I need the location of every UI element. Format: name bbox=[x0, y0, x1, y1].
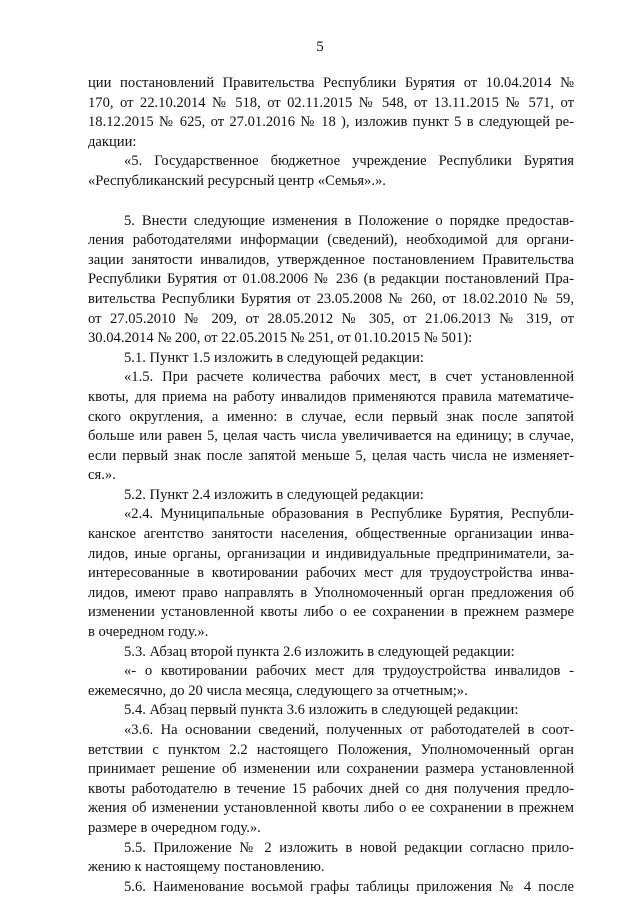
text-line: «3.6. На основании сведений, полученных от работодателей в соот- bbox=[124, 722, 574, 738]
paragraph-item-5-6 bbox=[88, 878, 574, 898]
text-line: «2.4. Муниципальные образования в Республике Бурятия, Республи- bbox=[124, 506, 574, 523]
text-line: квоты работодателю в течение 15 рабочих дней со дня получения предло- bbox=[88, 780, 574, 797]
text-line: жения об изменении установленной квоты либо о ее сохранении в прежнем bbox=[88, 800, 574, 817]
text-line: 5.4. Абзац первый пункта 3.6 изложить в следующей редакции: bbox=[124, 702, 519, 719]
text-line: зации занятости инвалидов, утвержденное постановлением Правительства bbox=[88, 251, 574, 268]
paragraph-item-5-1 bbox=[88, 349, 574, 369]
text-line: 5.2. Пункт 2.4 изложить в следующей редакции: bbox=[124, 486, 424, 503]
text-line: 170, от 22.10.2014 № 518, от 02.11.2015 № 548, от 13.11.2015 № 571, от bbox=[88, 94, 574, 111]
text-line: 5.6. Наименование восьмой графы таблицы приложения № 4 после bbox=[124, 878, 574, 895]
paragraph-gap bbox=[88, 192, 574, 212]
text-line: изменении установленной квоты либо о ее сохранении в прежнем размере bbox=[88, 604, 574, 621]
text-line: ления работодателями информации (сведений), необходимой для органи- bbox=[88, 232, 574, 249]
text-line: «1.5. При расчете количества рабочих мест, в счет установленной bbox=[124, 369, 574, 386]
text-line: 5.3. Абзац второй пункта 2.6 изложить в следующей редакции: bbox=[124, 643, 515, 660]
text-line: принимает решение об изменении или сохранении размера установленной bbox=[88, 761, 574, 778]
text-line: 5. Внести следующие изменения в Положение о порядке предостав- bbox=[124, 212, 574, 229]
text-line: от 27.05.2010 № 209, от 28.05.2012 № 305, от 21.06.2013 № 319, от bbox=[88, 310, 574, 327]
text-line: 5.5. Приложение № 2 изложить в новой редакции согласно прило- bbox=[124, 839, 574, 856]
text-line: ции постановлений Правительства Республики Бурятия от 10.04.2014 № bbox=[88, 75, 574, 91]
text-line: вительства Республики Бурятия от 23.05.2008 № 260, от 18.02.2010 № 59, bbox=[88, 290, 574, 307]
text-line: интересованные в квотировании рабочих мест для трудоустройства инва- bbox=[88, 565, 574, 582]
text-line: размере в очередном году.». bbox=[88, 819, 261, 836]
text-line: лидов, иные органы, организации и индивидуальные предприниматели, за- bbox=[88, 545, 574, 562]
text-line: 18.12.2015 № 625, от 27.01.2016 № 18 ), изложив пункт 5 в следующей ре- bbox=[88, 114, 574, 131]
text-line: ся.». bbox=[88, 467, 116, 484]
page-number: 5 bbox=[316, 39, 324, 55]
text-line: 5.1. Пункт 1.5 изложить в следующей редакции: bbox=[124, 349, 424, 366]
text-line: лидов, имеют право направлять в Уполномоченный орган предложения об bbox=[88, 584, 574, 601]
paragraph-quote-item-2-6 bbox=[88, 662, 574, 701]
paragraph-item-5-3 bbox=[88, 643, 574, 663]
text-line: ского округления, а именно: в случае, если первый знак после запятой bbox=[88, 408, 574, 425]
paragraph-quote-item-2-4 bbox=[88, 505, 574, 642]
text-line: 30.04.2014 № 200, от 22.05.2015 № 251, от 01.10.2015 № 501): bbox=[88, 330, 473, 347]
text-line: если первый знак после запятой меньше 5, целая часть числа не изменяет- bbox=[88, 447, 574, 464]
document-body bbox=[88, 74, 574, 897]
paragraph-quote-item-1-5 bbox=[88, 368, 574, 486]
text-line: «Республиканский ресурсный центр «Семья».». bbox=[88, 172, 386, 189]
text-line: ветствии с пунктом 2.2 настоящего Положения, Уполномоченный орган bbox=[88, 741, 574, 758]
text-line: больше или равен 5, целая часть числа увеличивается на единицу; в случае, bbox=[88, 428, 574, 445]
paragraph-item-5-2 bbox=[88, 486, 574, 506]
text-line: «5. Государственное бюджетное учреждение Республики Бурятия bbox=[124, 153, 574, 170]
paragraph-continuation bbox=[88, 74, 574, 152]
text-line: жению к настоящему постановлению. bbox=[88, 859, 325, 876]
paragraph-item-5 bbox=[88, 212, 574, 349]
paragraph-item-5-4 bbox=[88, 701, 574, 721]
text-line: канское агентство занятости населения, общественные организации инва- bbox=[88, 526, 574, 543]
text-line: ежемесячно, до 20 числа месяца, следующего за отчетным;». bbox=[88, 682, 468, 699]
text-line: в очередном году.». bbox=[88, 624, 209, 641]
text-line: Республики Бурятия от 01.08.2006 № 236 (в редакции постановлений Пра- bbox=[88, 271, 574, 288]
paragraph-item-5-5 bbox=[88, 839, 574, 878]
text-line: квоты, для приема на работу инвалидов применяются правила математиче- bbox=[88, 388, 574, 405]
text-line: «- о квотировании рабочих мест для трудоустройства инвалидов - bbox=[124, 663, 574, 680]
paragraph-quote-item-3-6 bbox=[88, 721, 574, 839]
text-line: дакции: bbox=[88, 133, 137, 150]
paragraph-quote-item-5 bbox=[88, 152, 574, 191]
